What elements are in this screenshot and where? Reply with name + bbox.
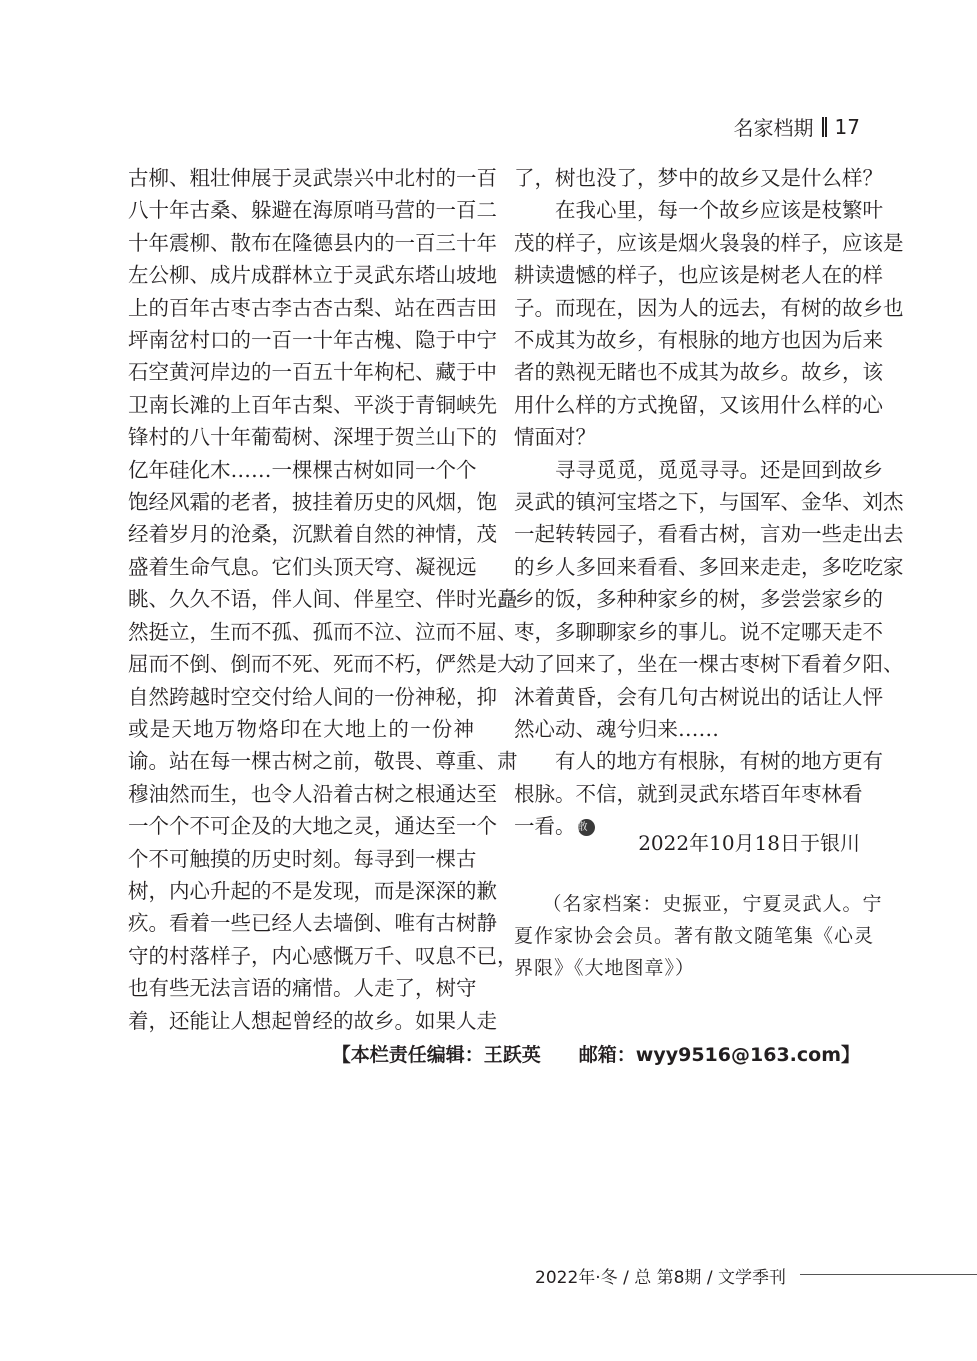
header-divider	[822, 117, 827, 137]
paragraph-2-line: 用什么样的方式挽留，又该用什么样的心	[514, 392, 883, 417]
left-column-line: 一个个不可企及的大地之灵，通达至一个	[128, 814, 497, 839]
left-column-line: 锋村的八十年葡萄树、深埋于贺兰山下的	[128, 425, 497, 450]
left-column-line: 个不可触摸的历史时刻。每寻到一棵古	[128, 846, 477, 871]
footer-rule	[800, 1274, 977, 1275]
left-column-line: 石空黄河岸边的一百五十年枸杞、藏于中	[128, 360, 497, 385]
paragraph-2-line: 情面对？	[514, 425, 596, 450]
bio-line: 夏作家协会会员。著有散文随笔集《心灵	[514, 925, 875, 947]
right-column	[514, 162, 904, 843]
paragraph-1-line: 了，树也没了，梦中的故乡又是什么样？	[514, 166, 883, 190]
paragraph-3	[514, 454, 904, 746]
left-column-line: 卫南长滩的上百年古梨、平淡于青铜峡先	[128, 392, 497, 417]
left-paragraph	[128, 162, 518, 1037]
left-column-line: 眺、久久不语，伴人间、伴星空、伴时光矗	[128, 587, 518, 612]
left-column-line: 经着岁月的沧桑，沉默着自然的神情，茂	[128, 522, 497, 547]
paragraph-3-line: 寻寻觅觅，觅觅寻寻。还是回到故乡	[555, 457, 883, 482]
paragraph-3-line: 枣，多聊聊家乡的事儿。说不定哪天走不	[514, 619, 883, 644]
editor-label: 【本栏责任编辑：王跃英	[331, 1044, 541, 1066]
paragraph-2-line: 不成其为故乡，有根脉的地方也因为后来	[514, 328, 883, 353]
left-column	[128, 162, 518, 1037]
bio-line: （名家档案：史振亚，宁夏灵武人。宁	[542, 893, 883, 915]
paragraph-3-line: 的乡人多回来看看、多回来走走，多吃吃家	[514, 554, 904, 579]
paragraph-4-line: 一看。 散	[514, 810, 860, 842]
left-column-line: 古柳、粗壮伸展于灵武崇兴中北村的一百	[128, 166, 497, 190]
page-footer: 2022年·冬 / 总 第8期 / 文学季刊	[535, 1268, 786, 1288]
left-column-line: 亿年硅化木……一棵棵古树如同一个个	[128, 457, 477, 482]
paragraph-2-line: 茂的样子，应该是烟火袅袅的样子，应该是	[514, 230, 904, 255]
paragraph-3-line: 灵武的镇河宝塔之下，与国军、金华、刘杰	[514, 490, 904, 515]
left-column-line: 屈而不倒、倒而不死、死而不朽，俨然是大	[128, 652, 518, 677]
paragraph-4-line: 有人的地方有根脉，有树的地方更有	[555, 749, 883, 774]
left-column-line: 着，还能让人想起曾经的故乡。如果人走	[128, 1008, 497, 1033]
paragraph-2-line: 子。而现在，因为人的远去，有树的故乡也	[514, 295, 904, 320]
left-column-line: 谕。站在每一棵古树之前，敬畏、尊重、肃	[128, 749, 518, 774]
paragraph-1	[514, 162, 883, 194]
date-line: 2022年10月18日于银川	[638, 831, 860, 855]
paragraph-2	[514, 194, 904, 453]
paragraph-3-line: 乡的饭，多种种家乡的树，多尝尝家乡的	[514, 587, 883, 612]
left-column-line: 左公柳、成片成群林立于灵武东塔山坡地	[128, 263, 497, 288]
paragraph-2-line: 耕读遗憾的样子，也应该是树老人在的样	[514, 263, 883, 288]
left-column-line: 自然跨越时空交付给人间的一份神秘，抑	[128, 684, 497, 709]
paragraph-2-line: 在我心里，每一个故乡应该是枝繁叶	[555, 198, 883, 223]
left-column-line: 然挺立，生而不孤、孤而不泣、泣而不屈、	[128, 619, 518, 644]
left-column-line: 树，内心升起的不是发现，而是深深的歉	[128, 878, 497, 903]
section-title: 名家档期	[733, 116, 814, 140]
end-mark-seal: 散	[578, 819, 595, 836]
page-number: 17	[834, 114, 860, 139]
left-column-line: 十年震柳、散布在隆德县内的一百三十年	[128, 230, 497, 255]
author-bio	[514, 888, 883, 984]
left-column-line: 上的百年古枣古李古杏古梨、站在西吉田	[128, 295, 497, 320]
left-column-line: 守的村落样子，内心感慨万千、叹息不已，	[128, 943, 518, 968]
left-column-line: 坪南岔村口的一百一十年古槐、隐于中宁	[128, 328, 497, 353]
paragraph-2-line: 者的熟视无睹也不成其为故乡。故乡，该	[514, 360, 883, 385]
left-column-line: 盛着生命气息。它们头顶天穹、凝视远	[128, 554, 477, 579]
paragraph-4-line: 根脉。不信，就到灵武东塔百年枣林看	[514, 781, 863, 806]
paragraph-3-line: 沐着黄昏，会有几句古树说出的话让人怦	[514, 684, 883, 709]
paragraph-3-line: 一起转转园子，看看古树，言劝一些走出去	[514, 522, 904, 547]
left-column-line: 也有些无法言语的痛惜。人走了，树守	[128, 976, 477, 1001]
paragraph-3-line: 然心动、魂兮归来……	[514, 716, 719, 741]
bio-line: 界限》《大地图章》）	[514, 957, 696, 979]
editor-credit	[332, 1040, 860, 1067]
left-column-line: 或是天地万物烙印在大地上的一份神	[128, 716, 474, 741]
paragraph-3-line: 动了回来了，坐在一棵古枣树下看着夕阳、	[514, 652, 904, 677]
left-column-line: 疚。看着一些已经人去墙倒、唯有古树静	[128, 911, 497, 936]
left-column-line: 八十年古桑、躲避在海原哨马营的一百二	[128, 198, 497, 223]
editor-email: 邮箱：wyy9516@163.com】	[578, 1044, 860, 1066]
left-column-line: 穆油然而生，也令人沿着古树之根通达至	[128, 781, 497, 806]
running-header	[734, 112, 860, 141]
left-column-line: 饱经风霜的老者，披挂着历史的风烟，饱	[128, 490, 497, 515]
